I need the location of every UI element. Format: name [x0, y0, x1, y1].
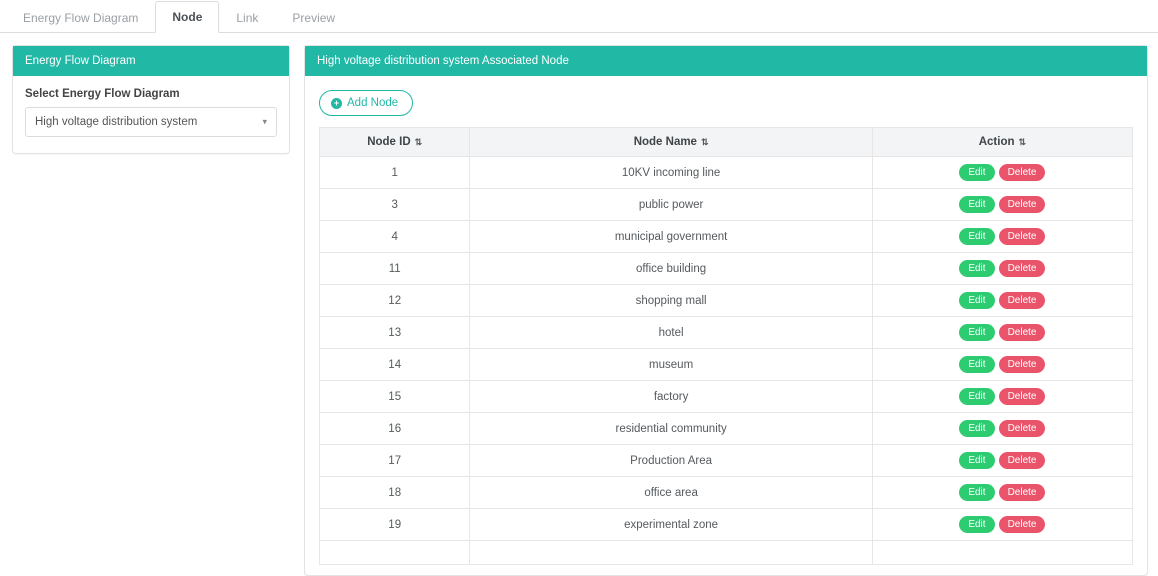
- cell-node-id: 3: [320, 189, 470, 221]
- table-row: [320, 509, 1133, 541]
- chevron-down-icon: ▾: [262, 116, 267, 127]
- edit-button[interactable]: Edit: [959, 516, 994, 533]
- edit-button[interactable]: Edit: [959, 388, 994, 405]
- table-row-empty: [320, 541, 1133, 565]
- edit-button[interactable]: Edit: [959, 484, 994, 501]
- edit-button[interactable]: Edit: [959, 228, 994, 245]
- delete-button[interactable]: Delete: [999, 420, 1046, 437]
- column-header-action[interactable]: [872, 128, 1132, 157]
- cell-node-name: hotel: [470, 317, 872, 349]
- cell-node-id: 13: [320, 317, 470, 349]
- table-row: [320, 381, 1133, 413]
- delete-button[interactable]: Delete: [999, 516, 1046, 533]
- sort-icon: ⇅: [414, 137, 423, 147]
- table-row: [320, 317, 1133, 349]
- tab-energy-flow-diagram[interactable]: Energy Flow Diagram: [23, 11, 139, 25]
- edit-button[interactable]: Edit: [959, 260, 994, 277]
- cell-node-id: 18: [320, 477, 470, 509]
- table-row: [320, 285, 1133, 317]
- edit-button[interactable]: Edit: [959, 164, 994, 181]
- cell-action: [872, 477, 1132, 509]
- cell-node-id: 19: [320, 509, 470, 541]
- delete-button[interactable]: Delete: [999, 228, 1046, 245]
- edit-button[interactable]: Edit: [959, 356, 994, 373]
- edit-button[interactable]: Edit: [959, 196, 994, 213]
- column-header-node-id[interactable]: [320, 128, 470, 157]
- cell-node-name: museum: [470, 349, 872, 381]
- table-row: [320, 157, 1133, 189]
- cell-node-name: Production Area: [470, 445, 872, 477]
- delete-button[interactable]: Delete: [999, 292, 1046, 309]
- cell-empty: [872, 541, 1132, 565]
- node-table-body: [320, 157, 1133, 565]
- delete-button[interactable]: Delete: [999, 484, 1046, 501]
- cell-action: [872, 189, 1132, 221]
- cell-action: [872, 349, 1132, 381]
- sort-icon: ⇅: [1018, 137, 1027, 147]
- select-diagram-label: Select Energy Flow Diagram: [25, 88, 180, 100]
- node-table-header-row: [320, 128, 1133, 157]
- table-row: [320, 253, 1133, 285]
- add-node-label: Add Node: [347, 97, 399, 109]
- cell-node-id: 16: [320, 413, 470, 445]
- column-header-node-id-label: Node ID: [367, 136, 411, 148]
- cell-node-id: 14: [320, 349, 470, 381]
- table-row: [320, 221, 1133, 253]
- delete-button[interactable]: Delete: [999, 324, 1046, 341]
- edit-button[interactable]: Edit: [959, 292, 994, 309]
- plus-icon: +: [331, 98, 342, 109]
- cell-node-name: office building: [470, 253, 872, 285]
- table-row: [320, 477, 1133, 509]
- select-diagram-value: High voltage distribution system: [35, 116, 198, 128]
- left-panel-body: [13, 76, 289, 153]
- cell-action: [872, 221, 1132, 253]
- cell-node-name: public power: [470, 189, 872, 221]
- associated-node-panel: [304, 45, 1148, 576]
- cell-node-id: 11: [320, 253, 470, 285]
- cell-node-name: office area: [470, 477, 872, 509]
- cell-action: [872, 509, 1132, 541]
- column-header-node-name-label: Node Name: [633, 136, 697, 148]
- cell-action: [872, 285, 1132, 317]
- delete-button[interactable]: Delete: [999, 356, 1046, 373]
- delete-button[interactable]: Delete: [999, 388, 1046, 405]
- cell-node-name: 10KV incoming line: [470, 157, 872, 189]
- cell-node-id: 17: [320, 445, 470, 477]
- delete-button[interactable]: Delete: [999, 260, 1046, 277]
- select-diagram-dropdown[interactable]: [25, 107, 277, 137]
- right-panel-body: [305, 76, 1147, 575]
- left-panel-header: Energy Flow Diagram: [13, 46, 289, 76]
- delete-button[interactable]: Delete: [999, 452, 1046, 469]
- edit-button[interactable]: Edit: [959, 452, 994, 469]
- cell-action: [872, 317, 1132, 349]
- table-row: [320, 413, 1133, 445]
- cell-node-id: 4: [320, 221, 470, 253]
- node-table-head: [320, 128, 1133, 157]
- cell-empty: [470, 541, 872, 565]
- table-row: [320, 349, 1133, 381]
- cell-action: [872, 381, 1132, 413]
- add-node-button[interactable]: [319, 90, 413, 116]
- tab-preview[interactable]: Preview: [292, 11, 336, 25]
- delete-button[interactable]: Delete: [999, 164, 1046, 181]
- cell-node-name: factory: [470, 381, 872, 413]
- table-row: [320, 189, 1133, 221]
- cell-action: [872, 413, 1132, 445]
- edit-button[interactable]: Edit: [959, 420, 994, 437]
- delete-button[interactable]: Delete: [999, 196, 1046, 213]
- tab-bar: [0, 0, 1158, 33]
- tab-link[interactable]: Link: [236, 11, 259, 25]
- cell-node-name: shopping mall: [470, 285, 872, 317]
- table-row: [320, 445, 1133, 477]
- right-panel-header: High voltage distribution system Associated Node: [305, 46, 1147, 76]
- cell-action: [872, 445, 1132, 477]
- cell-node-id: 15: [320, 381, 470, 413]
- tab-node[interactable]: Node: [155, 1, 219, 33]
- cell-node-name: municipal government: [470, 221, 872, 253]
- cell-node-name: residential community: [470, 413, 872, 445]
- sort-icon: ⇅: [700, 137, 709, 147]
- cell-action: [872, 253, 1132, 285]
- cell-node-name: experimental zone: [470, 509, 872, 541]
- cell-node-id: 1: [320, 157, 470, 189]
- column-header-node-name[interactable]: [470, 128, 872, 157]
- energy-flow-diagram-panel: [12, 45, 290, 154]
- cell-action: [872, 157, 1132, 189]
- cell-node-id: 12: [320, 285, 470, 317]
- node-table: [319, 127, 1133, 565]
- cell-empty: [320, 541, 470, 565]
- main-content: [0, 33, 1158, 576]
- column-header-action-label: Action: [978, 136, 1015, 148]
- edit-button[interactable]: Edit: [959, 324, 994, 341]
